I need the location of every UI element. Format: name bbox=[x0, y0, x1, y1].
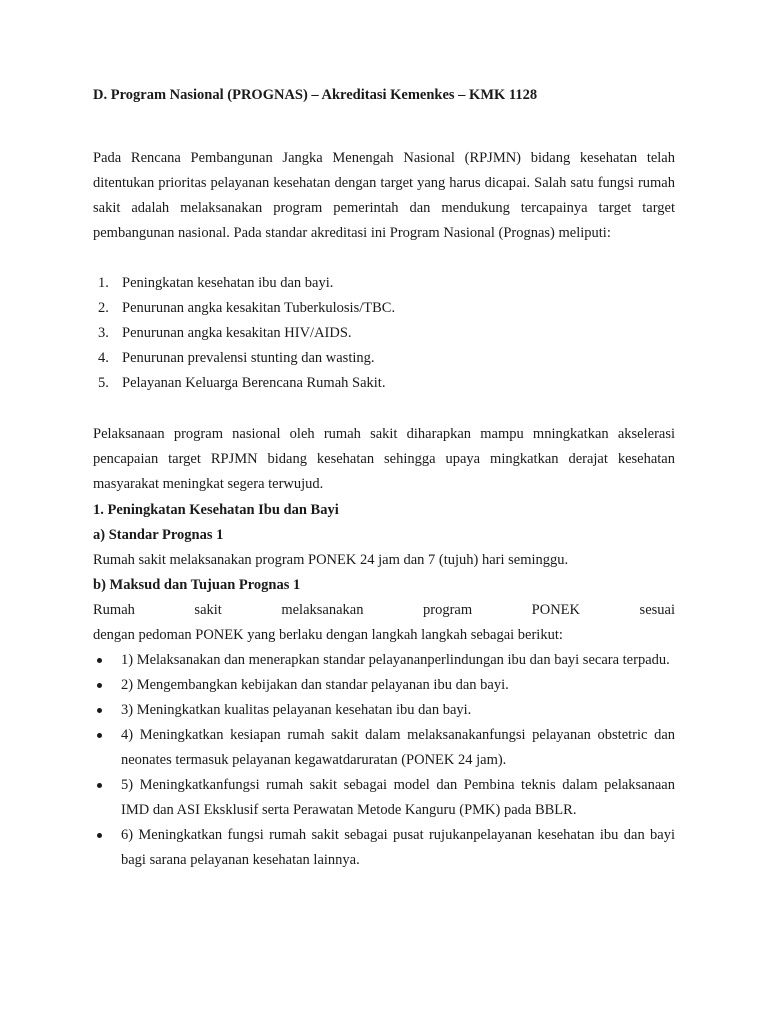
bullet-text: 2) Mengembangkan kebijakan dan standar pelayanan ibu dan bayi. bbox=[121, 677, 509, 693]
numbered-list bbox=[93, 271, 675, 396]
bullet-list-item bbox=[93, 773, 675, 823]
numbered-list-item bbox=[93, 346, 675, 371]
bullet-icon bbox=[97, 833, 102, 838]
list-item-text: Penurunan prevalensi stunting dan wasting. bbox=[122, 350, 375, 366]
bullet-icon bbox=[97, 783, 102, 788]
bullet-text: 4) Meningkatkan kesiapan rumah sakit dalam melaksanakanfungsi pelayanan obstetric dan neonates termasuk pelayanan kegawatdaruratan (PONEK 24 jam). bbox=[121, 727, 675, 768]
bullet-list-item bbox=[93, 698, 675, 723]
bullet-icon bbox=[97, 658, 102, 663]
list-item-text: Pelayanan Keluarga Berencana Rumah Sakit. bbox=[122, 375, 386, 391]
bullet-icon bbox=[97, 708, 102, 713]
list-item-text: Penurunan angka kesakitan Tuberkulosis/TBC. bbox=[122, 300, 396, 316]
continuation-line: dengan pedoman PONEK yang berlaku dengan langkah langkah sebagai berikut: bbox=[93, 627, 563, 643]
bullet-icon bbox=[97, 683, 102, 688]
subheading-purpose: b) Maksud dan Tujuan Prognas 1 bbox=[93, 577, 301, 593]
bullet-list-item bbox=[93, 723, 675, 773]
bullet-list-item bbox=[93, 823, 675, 873]
intro-paragraph: Pada Rencana Pembangunan Jangka Menengah Nasional (RPJMN) bidang kesehatan telah ditentukan prioritas pelayanan kesehatan dengan target yang harus dicapai. Salah satu fungsi rumah sakit adalah melaksanakan program pemerintah dan mendukung tercapainya target target pembangunan nasional. Pada standar akreditasi ini Program Nasional (Prognas) meliputi: bbox=[93, 150, 675, 241]
list-item-text: Peningkatan kesehatan ibu dan bayi. bbox=[122, 275, 334, 291]
numbered-list-item bbox=[93, 296, 675, 321]
bullet-list bbox=[93, 648, 675, 873]
bullet-text: 3) Meningkatkan kualitas pelayanan kesehatan ibu dan bayi. bbox=[121, 702, 472, 718]
bullet-list-item bbox=[93, 673, 675, 698]
bullet-text: 5) Meningkatkanfungsi rumah sakit sebagai model dan Pembina teknis dalam pelaksanaan IMD dan ASI Eksklusif serta Perawatan Metode Kanguru (PMK) pada BBLR. bbox=[121, 777, 675, 818]
bullet-text: 1) Melaksanakan dan menerapkan standar pelayananperlindungan ibu dan bayi secara terpadu. bbox=[121, 652, 670, 668]
bullet-icon bbox=[97, 733, 102, 738]
word: sesuai bbox=[639, 602, 675, 618]
list-number: 1. bbox=[98, 275, 109, 291]
word: melaksanakan bbox=[281, 602, 364, 618]
word: sakit bbox=[194, 602, 222, 618]
word: PONEK bbox=[531, 602, 581, 618]
numbered-list-item bbox=[93, 371, 675, 396]
numbered-list-item bbox=[93, 271, 675, 296]
list-item-text: Penurunan angka kesakitan HIV/AIDS. bbox=[122, 325, 352, 341]
word: program bbox=[423, 602, 473, 618]
justified-line bbox=[93, 598, 675, 623]
standard-text: Rumah sakit melaksanakan program PONEK 24 jam dan 7 (tujuh) hari seminggu. bbox=[93, 552, 569, 568]
list-number: 3. bbox=[98, 325, 109, 341]
bullet-list-item bbox=[93, 648, 675, 673]
list-number: 2. bbox=[98, 300, 109, 316]
section-heading: 1. Peningkatan Kesehatan Ibu dan Bayi bbox=[93, 502, 339, 518]
numbered-list-item bbox=[93, 321, 675, 346]
list-number: 4. bbox=[98, 350, 109, 366]
second-paragraph: Pelaksanaan program nasional oleh rumah sakit diharapkan mampu mningkatkan akselerasi pencapaian target RPJMN bidang kesehatan sehingga upaya mingkatkan derajat kesehatan masyarakat meningkat segera terwujud. bbox=[93, 426, 675, 492]
list-number: 5. bbox=[98, 375, 109, 391]
bullet-text: 6) Meningkatkan fungsi rumah sakit sebagai pusat rujukanpelayanan kesehatan ibu dan bayi bagi sarana pelayanan kesehatan lainnya. bbox=[121, 827, 675, 868]
document-title: D. Program Nasional (PROGNAS) – Akreditasi Kemenkes – KMK 1128 bbox=[93, 87, 538, 103]
subheading-standard: a) Standar Prognas 1 bbox=[93, 527, 224, 543]
word: Rumah bbox=[93, 602, 135, 618]
